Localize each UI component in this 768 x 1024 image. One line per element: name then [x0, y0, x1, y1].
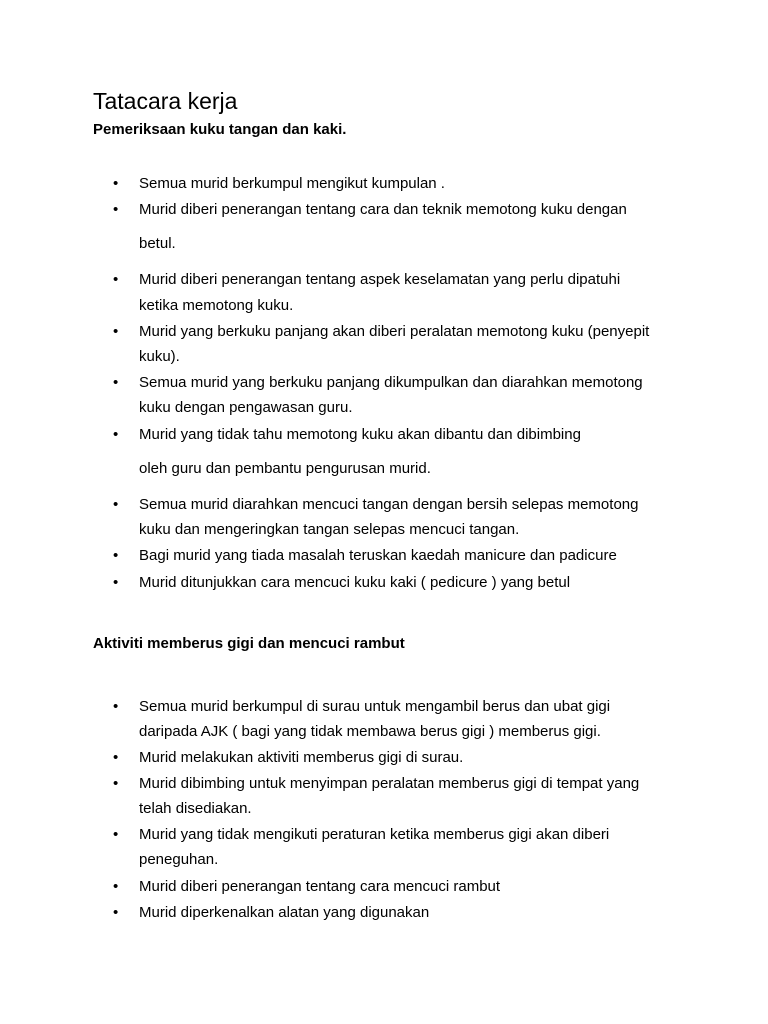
bullet-icon: • — [113, 323, 119, 340]
bullet-icon: • — [113, 175, 119, 192]
bullet-icon: • — [113, 271, 119, 288]
list-item-line: peneguhan. — [139, 851, 219, 868]
list-item-line: Murid diberi penerangan tentang aspek keselamatan yang perlu dipatuhi — [139, 271, 621, 288]
page-title: Tatacara kerja — [93, 88, 238, 114]
list-item-line: daripada AJK ( bagi yang tidak membawa berus gigi ) memberus gigi. — [139, 723, 601, 740]
bullet-icon: • — [113, 496, 119, 513]
list-item-line: Murid yang berkuku panjang akan diberi peralatan memotong kuku (penyepit — [139, 323, 650, 340]
section-heading-gigi-rambut: Aktiviti memberus gigi dan mencuci rambut — [93, 635, 405, 652]
bullet-icon: • — [113, 201, 119, 218]
list-item-line: Semua murid berkumpul di surau untuk mengambil berus dan ubat gigi — [139, 698, 611, 715]
list-item-line: kuku). — [139, 348, 180, 365]
list-item-line: Semua murid yang berkuku panjang dikumpulkan dan diarahkan memotong — [139, 374, 643, 391]
bullet-icon: • — [113, 775, 119, 792]
list-item-line: kuku dan mengeringkan tangan selepas mencuci tangan. — [139, 521, 520, 538]
list-item-line: oleh guru dan pembantu pengurusan murid. — [139, 460, 431, 477]
bullet-icon: • — [113, 698, 119, 715]
bullet-icon: • — [113, 826, 119, 843]
list-item-line: kuku dengan pengawasan guru. — [139, 399, 353, 416]
bullet-icon: • — [113, 749, 119, 766]
bullet-icon: • — [113, 904, 119, 921]
section-heading-kuku: Pemeriksaan kuku tangan dan kaki. — [93, 121, 347, 138]
list-item-line: ketika memotong kuku. — [139, 297, 294, 314]
list-item-line: Murid diberi penerangan tentang cara mencuci rambut — [139, 878, 501, 895]
list-item-line: telah disediakan. — [139, 800, 252, 817]
list-item-line: Murid melakukan aktiviti memberus gigi di surau. — [139, 749, 464, 766]
bullet-icon: • — [113, 374, 119, 391]
list-item-line: Murid ditunjukkan cara mencuci kuku kaki ( pedicure ) yang betul — [139, 574, 571, 591]
bullet-icon: • — [113, 574, 119, 591]
list-item-line: Bagi murid yang tiada masalah teruskan kaedah manicure dan padicure — [139, 547, 617, 564]
bullet-icon: • — [113, 547, 119, 564]
list-item-line: Semua murid berkumpul mengikut kumpulan . — [139, 175, 445, 192]
list-item-line: Semua murid diarahkan mencuci tangan dengan bersih selepas memotong — [139, 496, 639, 513]
list-item-line: Murid yang tidak tahu memotong kuku akan dibantu dan dibimbing — [139, 426, 581, 443]
bullet-icon: • — [113, 878, 119, 895]
bullet-icon: • — [113, 426, 119, 443]
list-item-line: betul. — [139, 235, 176, 252]
list-item-line: Murid yang tidak mengikuti peraturan ketika memberus gigi akan diberi — [139, 826, 610, 843]
list-item-line: Murid diberi penerangan tentang cara dan teknik memotong kuku dengan — [139, 201, 627, 218]
list-item-line: Murid diperkenalkan alatan yang digunakan — [139, 904, 430, 921]
list-item-line: Murid dibimbing untuk menyimpan peralatan memberus gigi di tempat yang — [139, 775, 640, 792]
